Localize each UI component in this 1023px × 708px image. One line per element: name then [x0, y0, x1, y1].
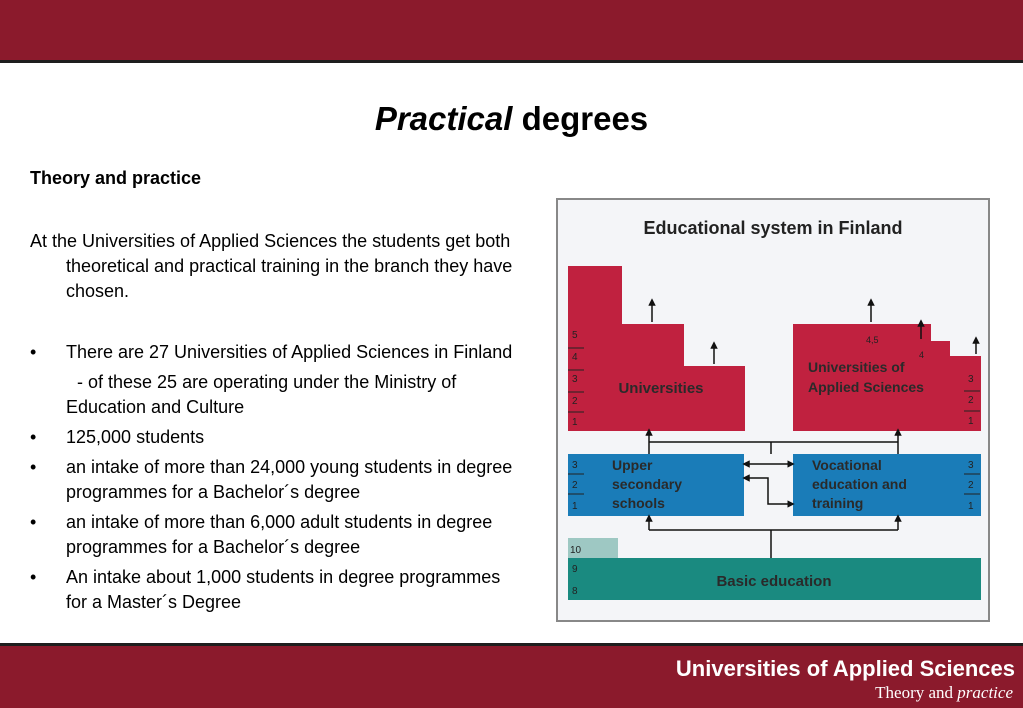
header-bar — [0, 0, 1023, 60]
year-label: 1 — [572, 417, 578, 428]
year-label: 1 — [968, 416, 974, 427]
year-label: 3 — [968, 460, 974, 471]
page-title-italic: Practical — [374, 100, 513, 137]
year-label: 2 — [572, 396, 578, 407]
universities-label: Universities — [618, 380, 704, 397]
bullet-list — [30, 340, 525, 620]
list-item-text: 125,000 students — [66, 427, 205, 447]
uas-label-line2: Applied Sciences — [808, 379, 924, 395]
year-label: 2 — [572, 480, 578, 491]
vocational-line1: Vocational — [812, 457, 882, 473]
year-label: 5 — [572, 330, 578, 341]
page-title-rest: degrees — [521, 100, 649, 137]
year-label: 10 — [570, 545, 582, 556]
year-label: 8 — [572, 586, 578, 597]
footer-tagline — [875, 683, 1013, 703]
year-label: 3 — [572, 374, 578, 385]
upper-secondary-line2: secondary — [612, 476, 683, 492]
year-label: 2 — [968, 480, 974, 491]
vocational-line2: education and — [812, 476, 907, 492]
year-label: 3 — [968, 374, 974, 385]
list-item — [30, 425, 525, 450]
year-label: 1 — [572, 501, 578, 512]
list-item-text: an intake of more than 6,000 adult students in degree programmes for a Bachelor´s degree — [66, 512, 493, 557]
year-label: 3 — [572, 460, 578, 471]
list-item-text: There are 27 Universities of Applied Sciences in Finland — [66, 342, 513, 362]
list-item-text: an intake of more than 24,000 young students in degree programmes for a Bachelor´s degree — [66, 457, 513, 502]
footer-tagline-plain: Theory and — [875, 683, 954, 702]
year-label: 9 — [572, 564, 578, 575]
vocational-line3: training — [812, 495, 864, 511]
education-system-diagram — [556, 198, 990, 622]
basic-education-label: Basic education — [716, 573, 832, 590]
list-item — [30, 340, 525, 365]
list-item — [30, 455, 525, 505]
footer-tagline-italic: practice — [957, 683, 1013, 702]
upper-secondary-line3: schools — [612, 495, 665, 511]
footer-brand: Universities of Applied Sciences — [675, 656, 1015, 681]
list-item — [30, 565, 525, 615]
uas-label-line1: Universities of — [808, 359, 905, 375]
bullet-icon: • — [30, 512, 37, 532]
bullet-icon: • — [30, 342, 37, 362]
bullet-icon: • — [30, 427, 37, 447]
list-item-sub — [30, 370, 525, 420]
year-label: 1 — [968, 501, 974, 512]
list-item-sub-text: - of these 25 are operating under the Ministry of Education and Culture — [66, 372, 457, 417]
diagram-title: Educational system in Finland — [643, 218, 903, 238]
uas-year-4-label: 4 — [919, 350, 925, 360]
page-title — [0, 100, 1023, 138]
section-subtitle: Theory and practice — [30, 168, 202, 188]
bullet-icon: • — [30, 457, 37, 477]
list-item-text: An intake about 1,000 students in degree programmes for a Master´s Degree — [66, 567, 501, 612]
uas-years-label: 4,5 — [866, 335, 879, 345]
year-label: 2 — [968, 395, 974, 406]
year-label: 4 — [572, 352, 578, 363]
header-divider — [0, 60, 1023, 63]
intro-paragraph: At the Universities of Applied Sciences the students get both theoretical and practical training in the branch they have chosen. — [30, 231, 513, 301]
upper-secondary-line1: Upper — [612, 457, 653, 473]
list-item — [30, 510, 525, 560]
bullet-icon: • — [30, 567, 37, 587]
